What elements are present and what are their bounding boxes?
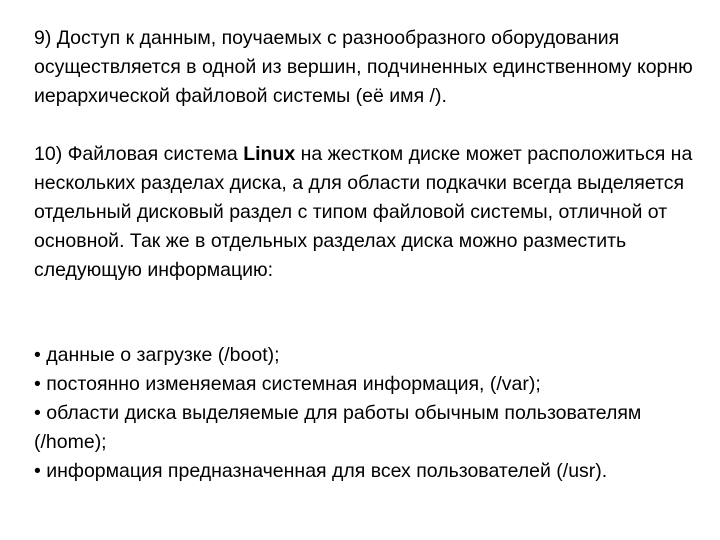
- list-item-home: • области диска выделяемые для работы обычным пользователям (/home);: [34, 402, 642, 453]
- list-item-boot: • данные о загрузке (/boot);: [34, 344, 280, 366]
- paragraph-9: 9) Доступ к данным, поучаемых с разнообразного оборудования осуществляется в одной из вершин, подчиненных единственному корню иерархической файловой системы (её имя /).: [34, 27, 693, 107]
- directory-list: [34, 341, 694, 486]
- list-item-var: • постоянно изменяемая системная информация, (/var);: [34, 373, 541, 395]
- list-item-usr: • информация предназначенная для всех пользователей (/usr).: [34, 460, 608, 482]
- linux-term: Linux: [243, 143, 296, 165]
- paragraph-10: [34, 140, 694, 285]
- paragraph-10-start: 10) Файловая система: [34, 143, 244, 165]
- paragraph-10-rest: на жестком диске может расположиться на нескольких разделах диска, а для области подкачки всегда выделяется отдельный дисковый раздел с типом файловой системы, отличной от основной. Так же в отдельных разделах диска можно разместить следующую информацию:: [34, 143, 693, 281]
